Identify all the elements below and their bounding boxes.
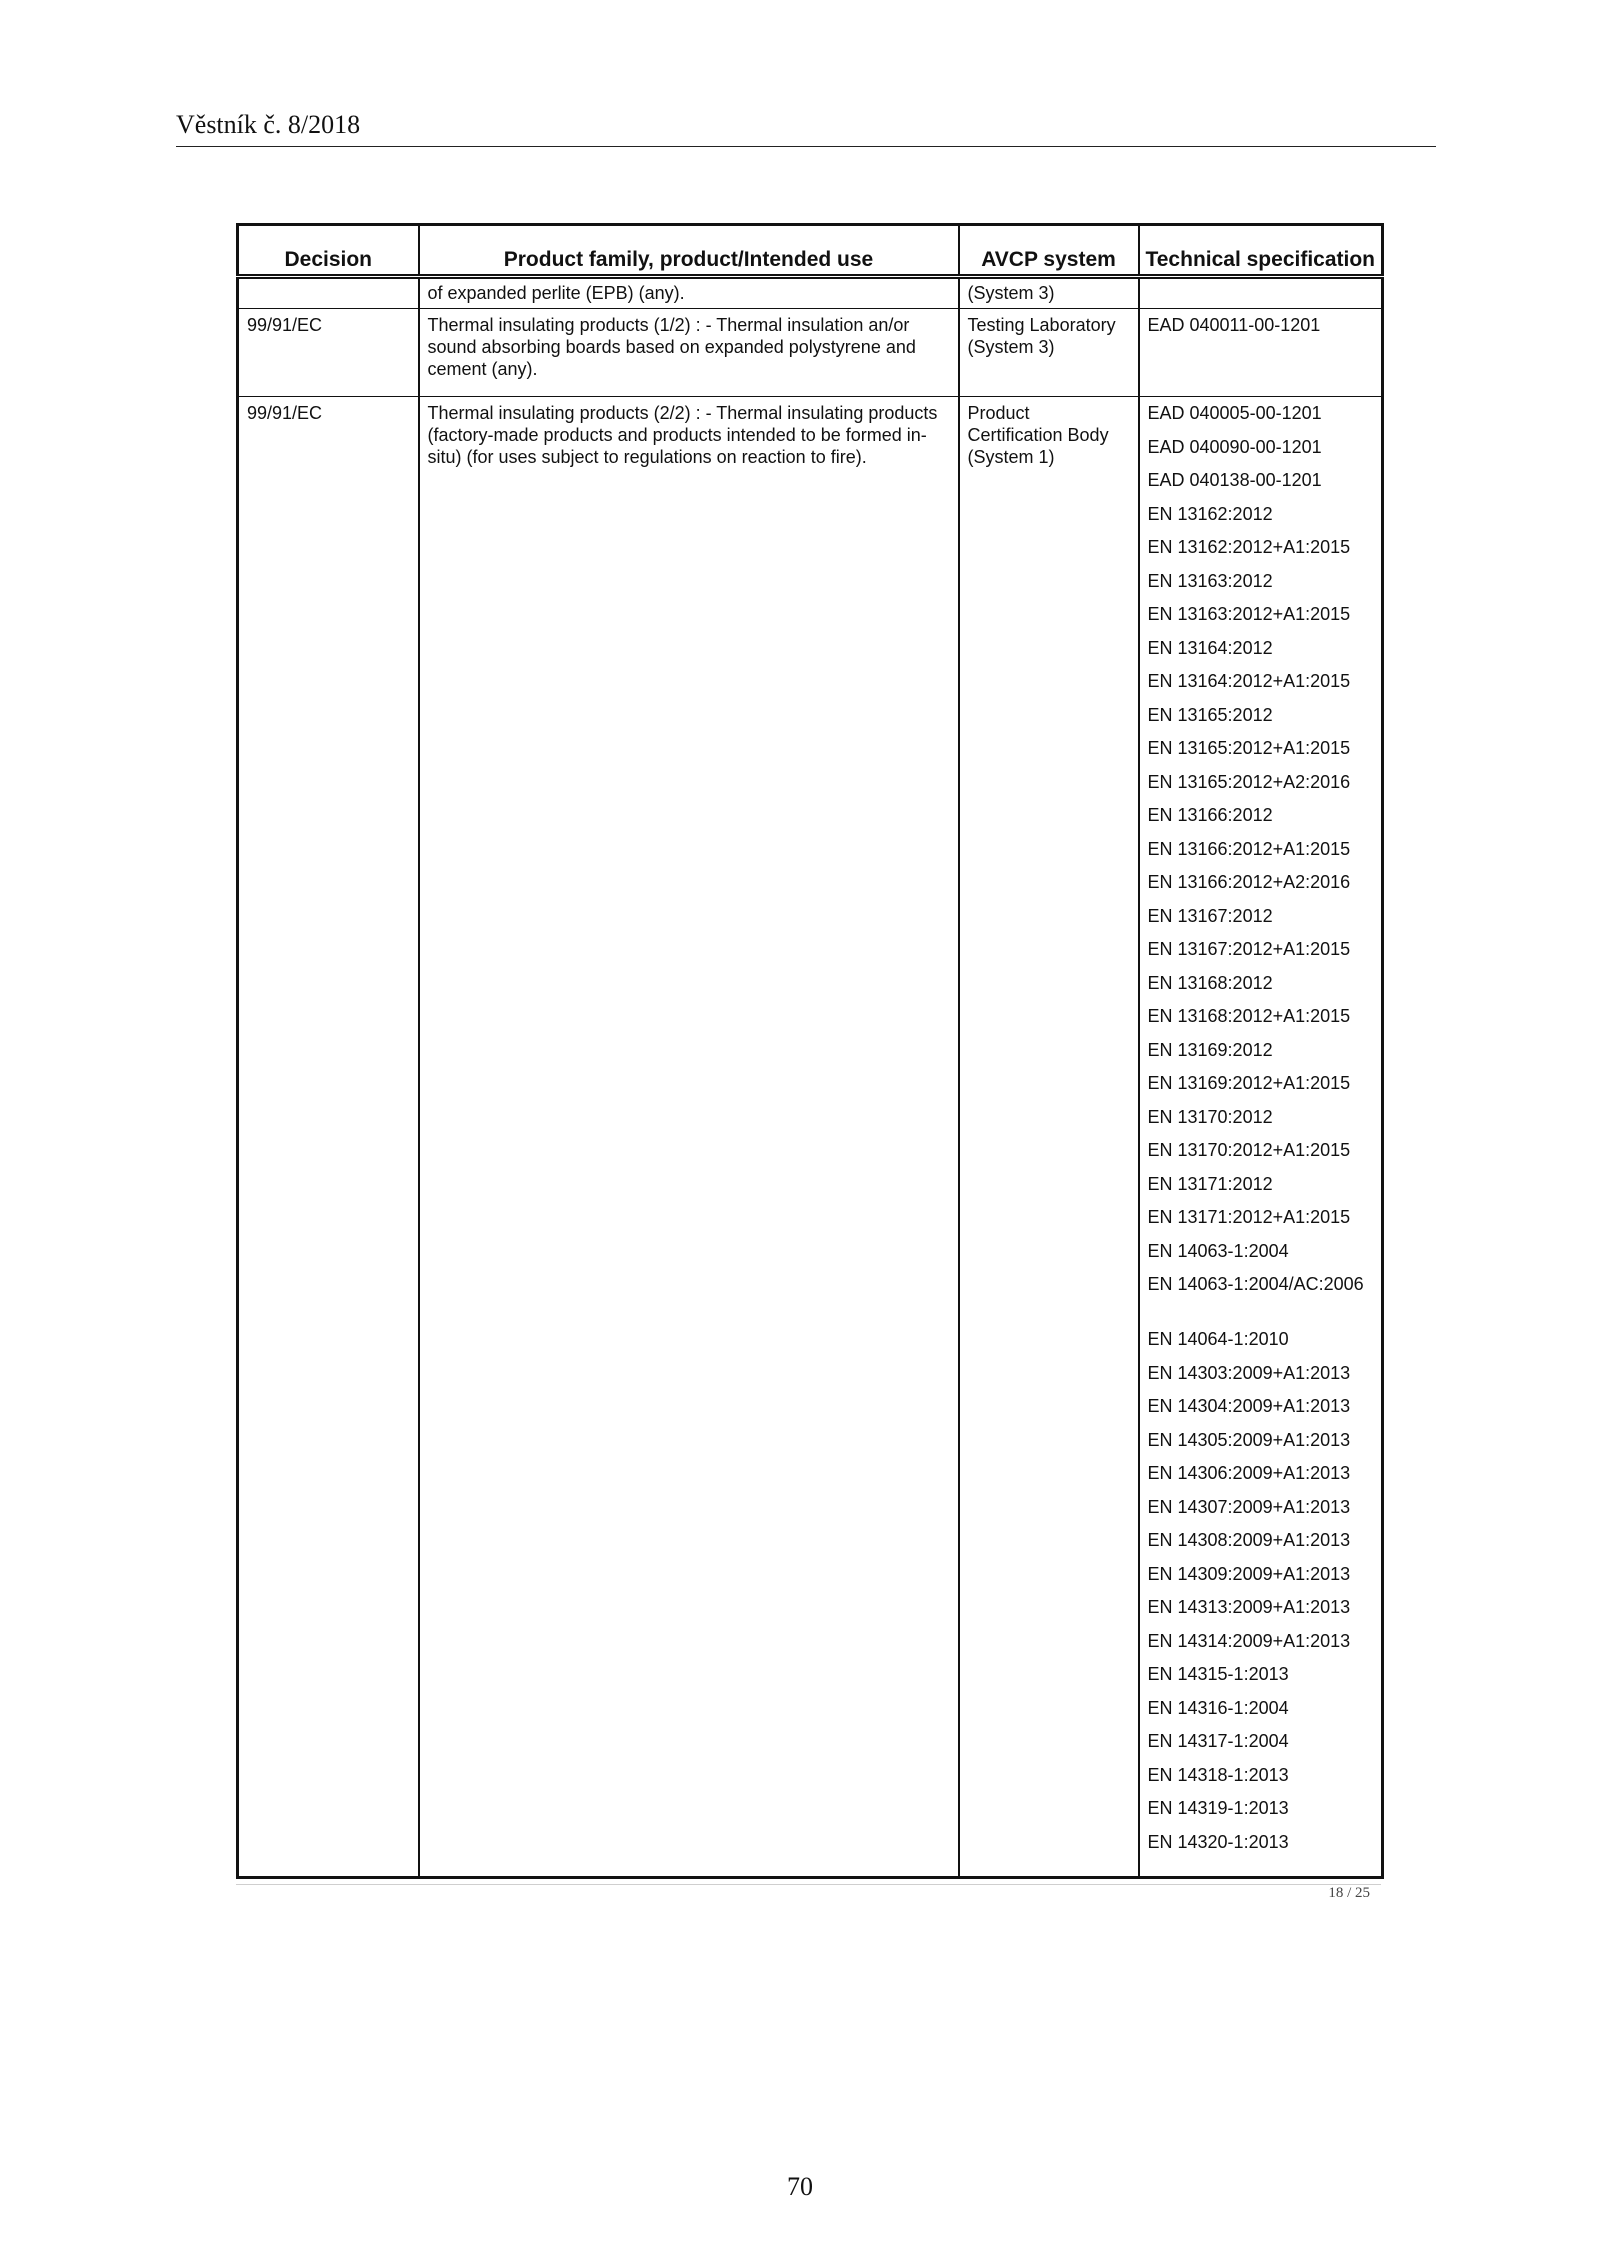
table-header-row xyxy=(238,225,1383,277)
spec-item: EN 14064-1:2010 xyxy=(1147,1329,1289,1349)
decision-cell xyxy=(238,277,419,309)
page-of-indicator: 18 / 25 xyxy=(1328,1885,1370,1901)
spec-item: EN 13162:2012 xyxy=(1147,503,1273,524)
column-header-product: Product family, product/Intended use xyxy=(419,225,959,277)
spec-item: EN 13171:2012 xyxy=(1147,1173,1273,1194)
journal-title: Věstník č. 8/2018 xyxy=(176,110,361,139)
spec-item: EN 13168:2012+A1:2015 xyxy=(1147,1006,1351,1026)
spec-item: EN 13166:2012 xyxy=(1147,805,1273,825)
spec-item: EN 13165:2012 xyxy=(1147,704,1273,725)
spec-item: EN 14317-1:2004 xyxy=(1147,1731,1289,1751)
spec-item: EN 13165:2012+A1:2015 xyxy=(1147,738,1351,758)
spec-item: EN 14307:2009+A1:2013 xyxy=(1147,1496,1351,1517)
table-row xyxy=(238,309,1383,397)
spec-item: EN 14305:2009+A1:2013 xyxy=(1147,1429,1351,1450)
spec-item: EAD 040011-00-1201 xyxy=(1147,315,1321,335)
product-cell: Thermal insulating products (1/2) : - Thermal insulation an/or sound absorbing boards based on expanded polystyrene and cement (any). xyxy=(419,309,959,397)
spec-item: EN 14314:2009+A1:2013 xyxy=(1147,1630,1351,1651)
spec-item: EAD 040138-00-1201 xyxy=(1147,470,1322,490)
spec-item: EN 13166:2012+A2:2016 xyxy=(1147,872,1351,892)
product-cell: of expanded perlite (EPB) (any). xyxy=(419,277,959,309)
spec-item: EN 13166:2012+A1:2015 xyxy=(1147,838,1351,859)
spec-item: EN 13162:2012+A1:2015 xyxy=(1147,537,1351,557)
spec-item: EN 14313:2009+A1:2013 xyxy=(1147,1597,1351,1617)
spec-item: EN 13169:2012+A1:2015 xyxy=(1147,1073,1351,1093)
page-number: 70 xyxy=(787,2172,813,2201)
spec-item: EN 13169:2012 xyxy=(1147,1039,1273,1060)
table-row xyxy=(238,277,1383,309)
spec-item: EN 14315-1:2013 xyxy=(1147,1664,1289,1684)
spec-item: EN 14318-1:2013 xyxy=(1147,1764,1289,1785)
avcp-cell: Testing Laboratory (System 3) xyxy=(959,309,1139,397)
table-row xyxy=(238,397,1383,1878)
product-cell: Thermal insulating products (2/2) : - Thermal insulating products (factory-made products and products intended to be formed in-situ) (for uses subject to regulations on reaction to fire). xyxy=(419,397,959,1878)
spec-item: EN 13165:2012+A2:2016 xyxy=(1147,771,1351,792)
spec-item: EN 14306:2009+A1:2013 xyxy=(1147,1463,1351,1483)
harmonised-standards-table xyxy=(236,223,1384,1879)
avcp-cell: Product Certification Body (System 1) xyxy=(959,397,1139,1878)
spec-item: EN 14316-1:2004 xyxy=(1147,1697,1289,1718)
spec-item: EN 14319-1:2013 xyxy=(1147,1798,1289,1818)
spec-item: EN 13164:2012+A1:2015 xyxy=(1147,671,1351,691)
column-header-avcp: AVCP system xyxy=(959,225,1139,277)
spec-item: EN 13164:2012 xyxy=(1147,637,1273,658)
spec-item: EN 13170:2012+A1:2015 xyxy=(1147,1140,1351,1160)
spec-item: EN 13168:2012 xyxy=(1147,972,1273,993)
decision-cell: 99/91/EC xyxy=(238,309,419,397)
header-divider xyxy=(176,146,1436,147)
avcp-cell: (System 3) xyxy=(959,277,1139,309)
spec-item: EN 14304:2009+A1:2013 xyxy=(1147,1396,1351,1416)
spec-item: EAD 040090-00-1201 xyxy=(1147,436,1322,457)
column-header-technical-specification: Technical specification xyxy=(1139,225,1383,277)
spec-item: EN 14063-1:2004 xyxy=(1147,1240,1289,1261)
spec-item: EN 13163:2012 xyxy=(1147,570,1273,591)
decision-cell: 99/91/EC xyxy=(238,397,419,1878)
spec-cell xyxy=(1139,277,1383,309)
spec-item: EN 13167:2012 xyxy=(1147,905,1273,926)
spec-item: EN 13163:2012+A1:2015 xyxy=(1147,604,1351,624)
spec-cell xyxy=(1139,309,1383,397)
spec-item: EN 14309:2009+A1:2013 xyxy=(1147,1563,1351,1584)
column-header-decision: Decision xyxy=(238,225,419,277)
spec-list-cell xyxy=(1139,397,1383,1878)
spec-item: EN 14308:2009+A1:2013 xyxy=(1147,1530,1351,1550)
spec-item: EN 14320-1:2013 xyxy=(1147,1831,1289,1852)
spec-item: EN 13171:2012+A1:2015 xyxy=(1147,1207,1351,1227)
spec-item: EAD 040005-00-1201 xyxy=(1147,403,1322,423)
spec-item: EN 14063-1:2004/AC:2006 xyxy=(1147,1274,1364,1294)
spec-item: EN 13170:2012 xyxy=(1147,1106,1273,1127)
spec-item: EN 13167:2012+A1:2015 xyxy=(1147,939,1351,959)
footer-divider xyxy=(236,1884,1381,1885)
spec-item: EN 14303:2009+A1:2013 xyxy=(1147,1362,1351,1383)
